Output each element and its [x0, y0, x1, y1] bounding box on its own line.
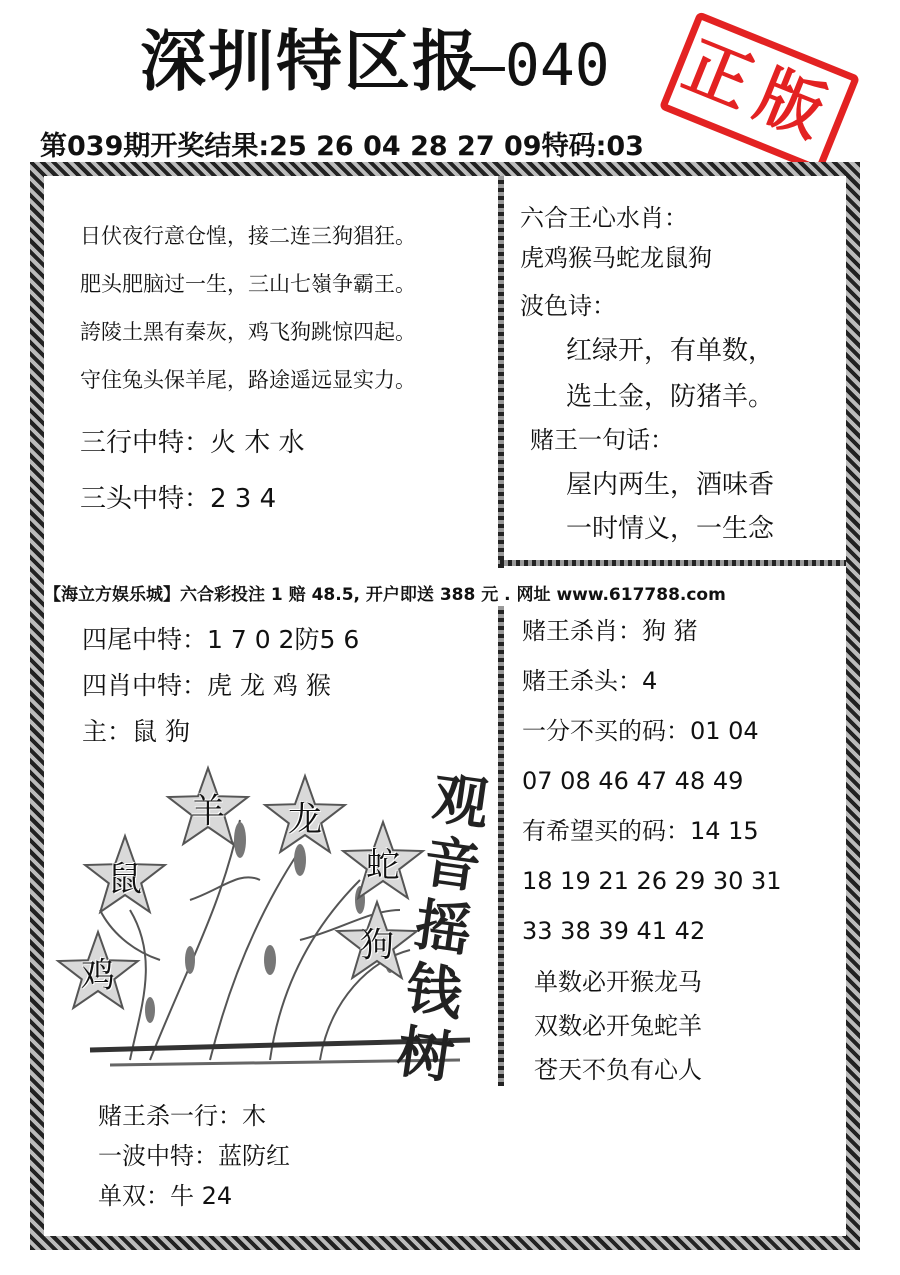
santou-line: 三头中特：2 3 4 — [80, 484, 277, 514]
bose-title: 波色诗： — [520, 292, 616, 320]
closing-lines — [534, 962, 702, 1094]
xiao-title: 六合王心水肖： — [520, 204, 688, 232]
poem-line: 誇陵土黑有秦灰，鸡飞狗跳惊四起。 — [80, 320, 416, 344]
dw-title: 赌王一句话： — [530, 426, 674, 454]
hope-buy-line: 有希望买的码：14 15 — [522, 817, 759, 845]
zhu-line: 主：鼠 狗 — [82, 717, 190, 746]
poem-line: 守住兔头保羊尾，路途遥远显实力。 — [80, 368, 416, 392]
dw-line: 一时情义，一生念 — [566, 514, 775, 544]
authentic-stamp: 正版 — [659, 11, 861, 174]
bose-line: 选土金，防猪羊。 — [566, 382, 775, 412]
bottom-right-block — [522, 606, 782, 956]
poem-line: 日伏夜行意仓惶，接二连三狗猖狂。 — [80, 224, 416, 248]
star-label: 羊 — [191, 791, 225, 832]
star-label: 鼠 — [108, 859, 142, 900]
sixiao-line: 四肖中特：虎 龙 鸡 猴 — [82, 671, 331, 700]
closing-line: 单数必开猴龙马 — [534, 968, 702, 996]
bottom-left-footer — [98, 1096, 290, 1216]
no-buy-line: 一分不买的码：01 04 — [522, 717, 759, 745]
hope-buy-numbers: 33 38 39 41 42 — [522, 917, 706, 945]
footer-line: 一波中特：蓝防红 — [98, 1142, 290, 1170]
issue-number: —040 — [470, 31, 610, 99]
kill-head-line: 赌王杀头：4 — [522, 667, 658, 695]
star-label: 龙 — [288, 799, 322, 840]
xiao-list: 虎鸡猴马蛇龙鼠狗 — [520, 244, 712, 272]
sanxing-line: 三行中特：火 木 水 — [80, 428, 305, 458]
dw-line: 屋内两生，酒味香 — [566, 470, 775, 500]
newspaper-title: 深圳特区报 — [140, 22, 480, 100]
vertical-title: 观音摇钱树 — [392, 764, 494, 1092]
closing-line: 双数必开兔蛇羊 — [534, 1012, 702, 1040]
star-label: 鸡 — [81, 955, 115, 996]
siwei-line: 四尾中特：1 7 0 2防5 6 — [82, 625, 360, 654]
footer-line: 赌王杀一行：木 — [98, 1102, 266, 1130]
ad-banner: 【海立方娱乐城】六合彩投注 1 赔 48.5, 开户即送 388 元 . 网址 www.617788.com — [44, 580, 844, 605]
bose-line: 红绿开，有单数， — [566, 336, 775, 366]
poem-line: 肥头肥脑过一生，三山七嶺争霸王。 — [80, 272, 416, 296]
no-buy-numbers: 07 08 46 47 48 49 — [522, 767, 744, 795]
draw-result-line: 第039期开奖结果:25 26 04 28 27 09特码:03 — [40, 131, 644, 162]
hope-buy-numbers: 18 19 21 26 29 30 31 — [522, 867, 782, 895]
closing-line: 苍天不负有心人 — [534, 1056, 702, 1084]
footer-line: 单双：牛 24 — [98, 1182, 233, 1210]
kill-zodiac-line: 赌王杀肖：狗 猪 — [522, 617, 698, 645]
star-label: 蛇 — [366, 845, 400, 886]
star-label: 狗 — [360, 925, 394, 966]
